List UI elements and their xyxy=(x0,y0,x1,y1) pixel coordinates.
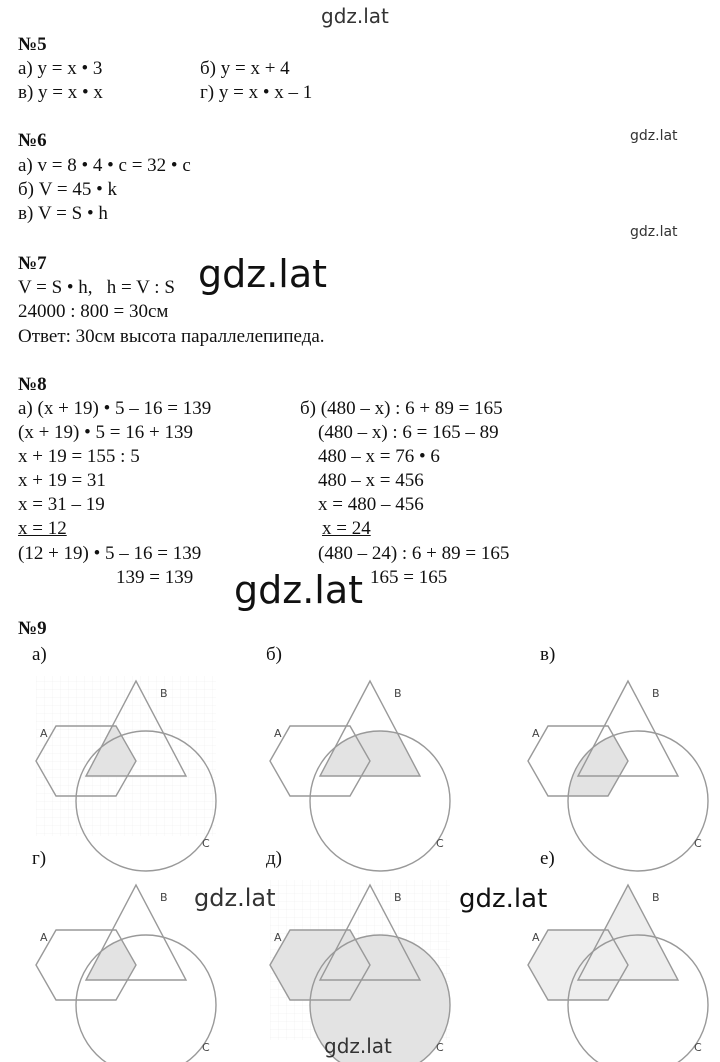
set-c-label: C xyxy=(436,837,444,850)
problem-8-header: №8 xyxy=(18,374,47,395)
p8-left-line: а) (x + 19) • 5 – 16 = 139 xyxy=(18,398,212,419)
problem-5-header: №5 xyxy=(18,34,47,55)
set-a-label: A xyxy=(274,931,282,944)
watermark-right-1: gdz.lat xyxy=(630,128,678,144)
p8-left-check-result: 139 = 139 xyxy=(116,567,194,588)
p8-left-line: x + 19 = 155 : 5 xyxy=(18,446,140,467)
p8-left-line: (x + 19) • 5 = 16 + 139 xyxy=(18,422,193,443)
p9-label-g: г) xyxy=(32,848,47,869)
p5-item-a: а) y = x • 3 xyxy=(18,58,103,79)
set-b-label: B xyxy=(652,891,660,904)
problem-9-header: №9 xyxy=(18,618,47,639)
p9-label-e: е) xyxy=(540,848,555,869)
p5-item-v: в) y = x • x xyxy=(18,82,103,103)
set-c-label: C xyxy=(694,837,702,850)
p8-left-line: x + 19 = 31 xyxy=(18,470,106,491)
set-b-label: B xyxy=(160,891,168,904)
p7-line-1: V = S • h, h = V : S xyxy=(18,277,175,298)
watermark-mid-2: gdz.lat xyxy=(456,884,550,914)
set-b-label: B xyxy=(394,891,402,904)
set-a-label: A xyxy=(532,931,540,944)
set-c-label: C xyxy=(202,1041,210,1054)
set-c-label: C xyxy=(694,1041,702,1054)
p8-right-line: x = 480 – 456 xyxy=(318,494,424,515)
p8-right-check-result: 165 = 165 xyxy=(370,567,448,588)
venn-diagram-v xyxy=(528,676,708,850)
venn-diagram-e xyxy=(528,880,708,1054)
p8-right-line: (480 – x) : 6 = 165 – 89 xyxy=(318,422,499,443)
p5-item-g: г) y = x • x – 1 xyxy=(200,82,313,103)
p8-right-answer: x = 24 xyxy=(322,518,371,539)
p8-right-check: (480 – 24) : 6 + 89 = 165 xyxy=(318,543,510,564)
problem-7-header: №7 xyxy=(18,253,47,274)
p5-item-b: б) y = x + 4 xyxy=(200,58,290,79)
set-a-label: A xyxy=(532,727,540,740)
p8-left-line: x = 31 – 19 xyxy=(18,494,105,515)
p7-answer: Ответ: 30см высота параллелепипеда. xyxy=(18,326,325,347)
p6-item-b: б) V = 45 • k xyxy=(18,179,117,200)
p9-label-a: а) xyxy=(32,644,47,665)
set-b-label: B xyxy=(394,687,402,700)
watermark-bottom: gdz.lat xyxy=(324,1034,392,1058)
p8-left-answer: x = 12 xyxy=(18,518,67,539)
p7-line-2: 24000 : 800 = 30см xyxy=(18,301,169,322)
watermark-right-2: gdz.lat xyxy=(630,224,678,240)
p9-label-d: д) xyxy=(266,848,282,869)
set-c-label: C xyxy=(436,1041,444,1054)
venn-diagram-a xyxy=(36,676,216,850)
set-a-label: A xyxy=(274,727,282,740)
set-a-label: A xyxy=(40,931,48,944)
set-c-label: C xyxy=(202,837,210,850)
venn-diagram-b xyxy=(270,676,450,850)
set-b-label: B xyxy=(652,687,660,700)
set-b-label: B xyxy=(160,687,168,700)
p9-label-v: в) xyxy=(540,644,556,665)
p6-item-a: а) v = 8 • 4 • c = 32 • c xyxy=(18,155,191,176)
venn-diagram-g xyxy=(36,880,216,1054)
watermark-big-2: gdz.lat xyxy=(230,568,367,612)
p8-left-check: (12 + 19) • 5 – 16 = 139 xyxy=(18,543,202,564)
set-a-label: A xyxy=(40,727,48,740)
watermark-mid-1: gdz.lat xyxy=(194,884,276,912)
p6-item-v: в) V = S • h xyxy=(18,203,108,224)
watermark-big-1: gdz.lat xyxy=(198,252,328,296)
p8-right-line: б) (480 – x) : 6 + 89 = 165 xyxy=(300,398,503,419)
problem-6-header: №6 xyxy=(18,130,47,151)
p9-label-b: б) xyxy=(266,644,282,665)
watermark-top: gdz.lat xyxy=(321,4,389,28)
p8-right-line: 480 – x = 76 • 6 xyxy=(318,446,440,467)
p8-right-line: 480 – x = 456 xyxy=(318,470,424,491)
